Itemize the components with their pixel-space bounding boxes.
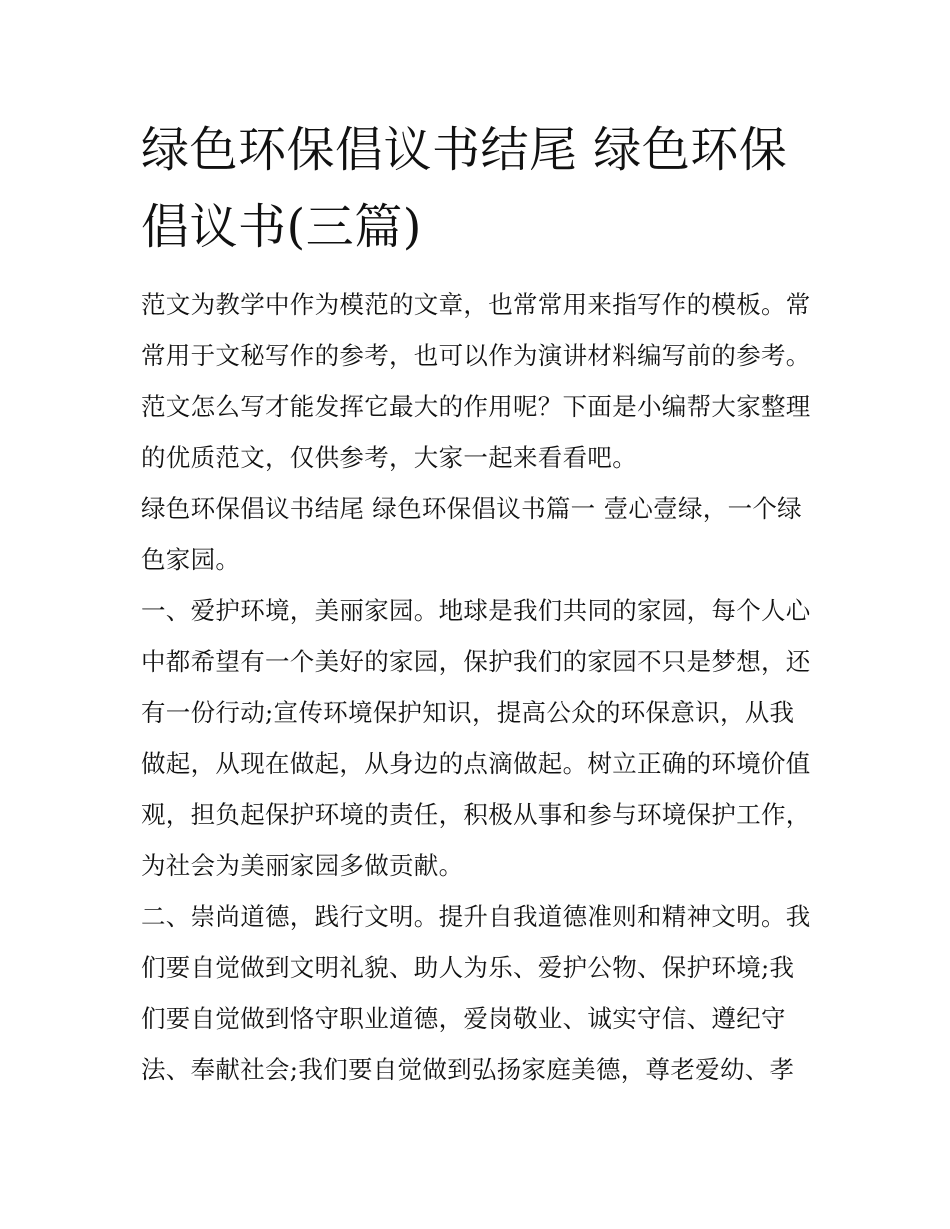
text-line: 观，担负起保护环境的责任，积极从事和参与环境保护工作， — [141, 800, 811, 829]
text-line: 法、奉献社会;我们要自觉做到弘扬家庭美德，尊老爱幼、孝 — [141, 1055, 795, 1084]
point-one-paragraph — [141, 585, 821, 891]
text-line: 二、崇尚道德，践行文明。提升自我道德准则和精神文明。我 — [141, 902, 811, 931]
section-heading-paragraph — [141, 483, 821, 585]
text-line: 范文怎么写才能发挥它最大的作用呢？下面是小编帮大家整理 — [141, 392, 811, 421]
text-line: 做起，从现在做起，从身边的点滴做起。树立正确的环境价值 — [141, 749, 811, 778]
text-line: 们要自觉做到恪守职业道德，爱岗敬业、诚实守信、遵纪守 — [141, 1004, 786, 1033]
title-line: 倡议书(三篇) — [141, 199, 422, 255]
text-line: 有一份行动;宣传环境保护知识，提高公众的环保意识，从我 — [141, 698, 795, 727]
title-line: 绿色环保倡议书结尾 绿色环保 — [141, 122, 788, 178]
text-line: 一、爱护环境，美丽家园。地球是我们共同的家园，每个人心 — [141, 596, 811, 625]
text-line: 们要自觉做到文明礼貌、助人为乐、爱护公物、保护环境;我 — [141, 953, 795, 982]
point-two-paragraph — [141, 891, 821, 1095]
text-line: 为社会为美丽家园多做贡献。 — [141, 851, 464, 880]
text-line: 中都希望有一个美好的家园，保护我们的家园不只是梦想，还 — [141, 647, 811, 676]
text-line: 常用于文秘写作的参考，也可以作为演讲材料编写前的参考。 — [141, 341, 811, 370]
text-line: 色家园。 — [141, 545, 241, 574]
text-line: 范文为教学中作为模范的文章，也常常用来指写作的模板。常 — [141, 290, 811, 319]
text-line: 绿色环保倡议书结尾 绿色环保倡议书篇一 壹心壹绿，一个绿 — [141, 494, 802, 523]
text-line: 的优质范文，仅供参考，大家一起来看看吧。 — [141, 443, 637, 472]
intro-paragraph — [141, 279, 821, 483]
document-title — [141, 112, 821, 266]
document-body — [141, 112, 821, 1095]
